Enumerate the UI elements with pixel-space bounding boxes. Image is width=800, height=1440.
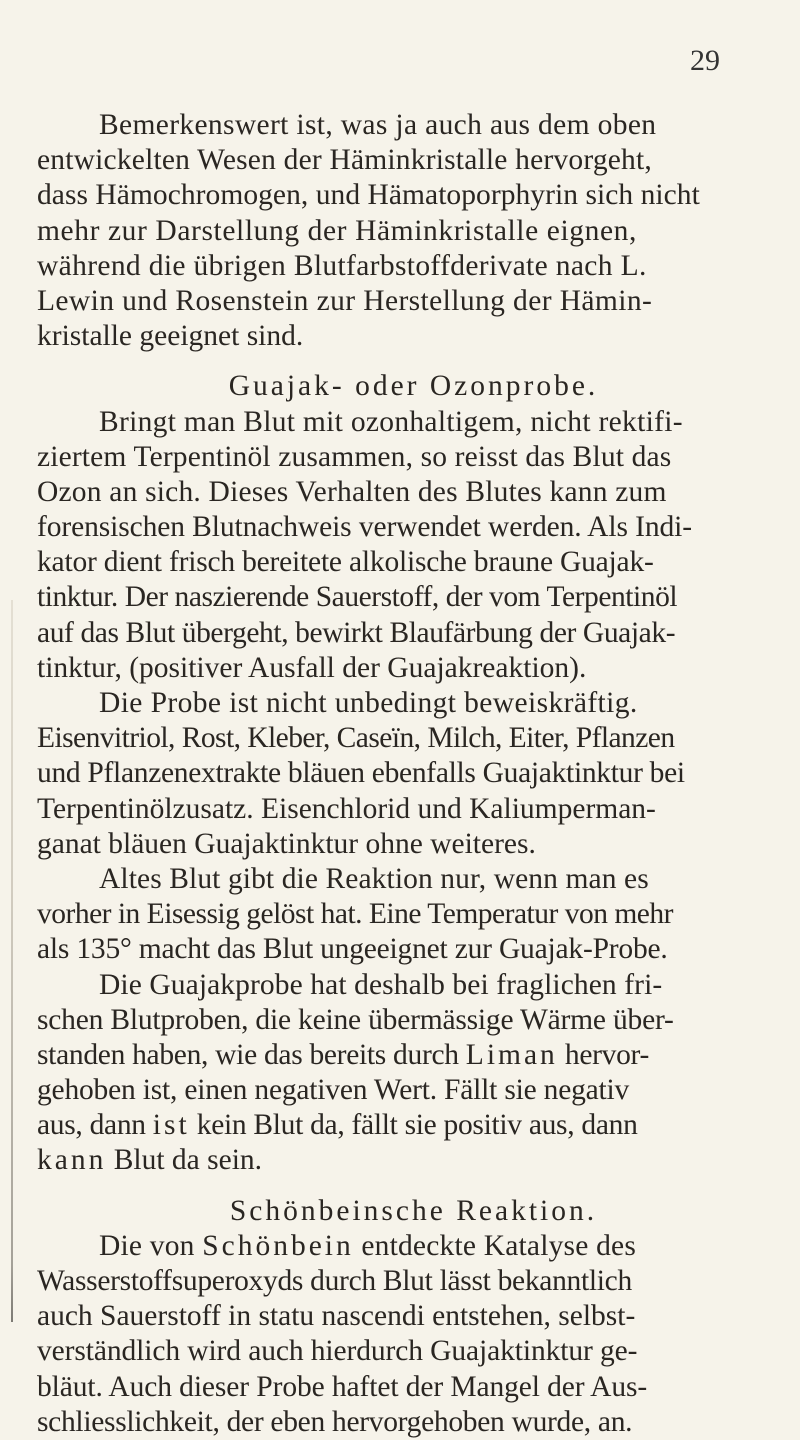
text-line: Die Guajakprobe hat deshalb bei fraglichen fri- — [99, 968, 663, 1001]
text-run: aus, dann — [37, 1109, 153, 1142]
section-heading: Schönbeinsche Reaktion. — [229, 1194, 598, 1227]
body-text — [37, 108, 782, 1440]
text-line: verständlich wird auch hierdurch Guajaktinktur ge- — [37, 1335, 638, 1368]
text-run: entdeckte Katalyse des — [353, 1229, 637, 1262]
page-number: 29 — [690, 44, 720, 77]
text-line: Die Probe ist nicht unbedingt beweiskräftig. — [99, 687, 638, 719]
author-name: Schönbein — [202, 1229, 354, 1262]
text-line: entwickelten Wesen der Häminkristalle hervorgeht, — [37, 144, 652, 177]
binding-shadow — [11, 600, 13, 1322]
section-heading: Guajak- oder Ozonprobe. — [228, 370, 599, 403]
text-line: ganat bläuen Guajaktinktur ohne weiteres. — [37, 827, 536, 860]
text-run: Blut da sein. — [106, 1144, 263, 1177]
text-run: Die von — [99, 1229, 203, 1262]
text-run: standen haben, wie das bereits durch — [37, 1038, 466, 1071]
text-run: kein Blut da, fällt sie positiv aus, dann — [189, 1109, 638, 1142]
author-name: Liman — [465, 1038, 558, 1071]
text-line: als 135° macht das Blut ungeeignet zur Guajak-Probe. — [37, 933, 668, 966]
text-line: Wasserstoffsuperoxyds durch Blut lässt bekanntlich — [37, 1265, 632, 1297]
text-line — [37, 1229, 782, 1264]
text-line — [37, 1038, 782, 1073]
text-line: Ozon an sich. Dieses Verhalten des Blutes kann zum — [37, 475, 667, 508]
text-line: bläut. Auch dieser Probe haftet der Mangel der Aus- — [37, 1370, 648, 1403]
emphasis-text: ist — [152, 1109, 190, 1142]
section-gap — [37, 354, 782, 369]
text-line: dass Hämochromogen, und Hämatoporphyrin sich nicht — [37, 179, 700, 212]
text-line: auf das Blut übergeht, bewirkt Blaufärbung der Guajak- — [37, 616, 676, 649]
text-line: Altes Blut gibt die Reaktion nur, wenn man es — [99, 862, 649, 895]
text-line — [37, 1143, 782, 1178]
text-line: während die übrigen Blutfarbstoffderivate nach L. — [37, 249, 647, 282]
text-line: Eisenvitriol, Rost, Kleber, Caseïn, Milch, Eiter, Pflanzen — [37, 722, 675, 755]
text-line: auch Sauerstoff in statu nascendi entstehen, selbst- — [37, 1300, 636, 1333]
text-line: Terpentinölzusatz. Eisenchlorid und Kaliumperman- — [37, 792, 656, 825]
text-line: und Pflanzenextrakte bläuen ebenfalls Guajaktinktur bei — [37, 757, 685, 790]
emphasis-text: kann — [37, 1144, 107, 1177]
text-line: mehr zur Darstellung der Häminkristalle eignen, — [37, 214, 637, 247]
text-line: kator dient frisch bereitete alkolische braune Guajak- — [37, 546, 654, 579]
text-line: Bemerkenswert ist, was ja auch aus dem oben — [99, 109, 657, 141]
text-line: tinktur. Der naszierende Sauerstoff, der vom Terpentinöl — [37, 581, 678, 614]
text-run: hervor- — [557, 1038, 650, 1071]
text-line: vorher in Eisessig gelöst hat. Eine Temperatur von mehr — [37, 898, 673, 931]
text-line: ziertem Terpentinöl zusammen, so reisst das Blut das — [37, 440, 672, 473]
text-line: schen Blutproben, die keine übermässige Wärme über- — [37, 1003, 674, 1036]
text-line: gehoben ist, einen negativen Wert. Fällt sie negativ — [37, 1074, 630, 1107]
text-line: kristalle geeignet sind. — [37, 320, 304, 353]
text-line — [37, 1108, 782, 1143]
section-gap — [37, 1179, 782, 1194]
text-line: forensischen Blutnachweis verwendet werden. Als Indi- — [37, 511, 692, 544]
text-line: Lewin und Rosenstein zur Herstellung der Hämin- — [37, 284, 653, 317]
text-line: tinktur, (positiver Ausfall der Guajakreaktion). — [37, 651, 587, 684]
text-line: Bringt man Blut mit ozonhaltigem, nicht rektifi- — [99, 405, 683, 438]
text-line: schliesslichkeit, der eben hervorgehoben wurde, an. — [37, 1405, 633, 1438]
